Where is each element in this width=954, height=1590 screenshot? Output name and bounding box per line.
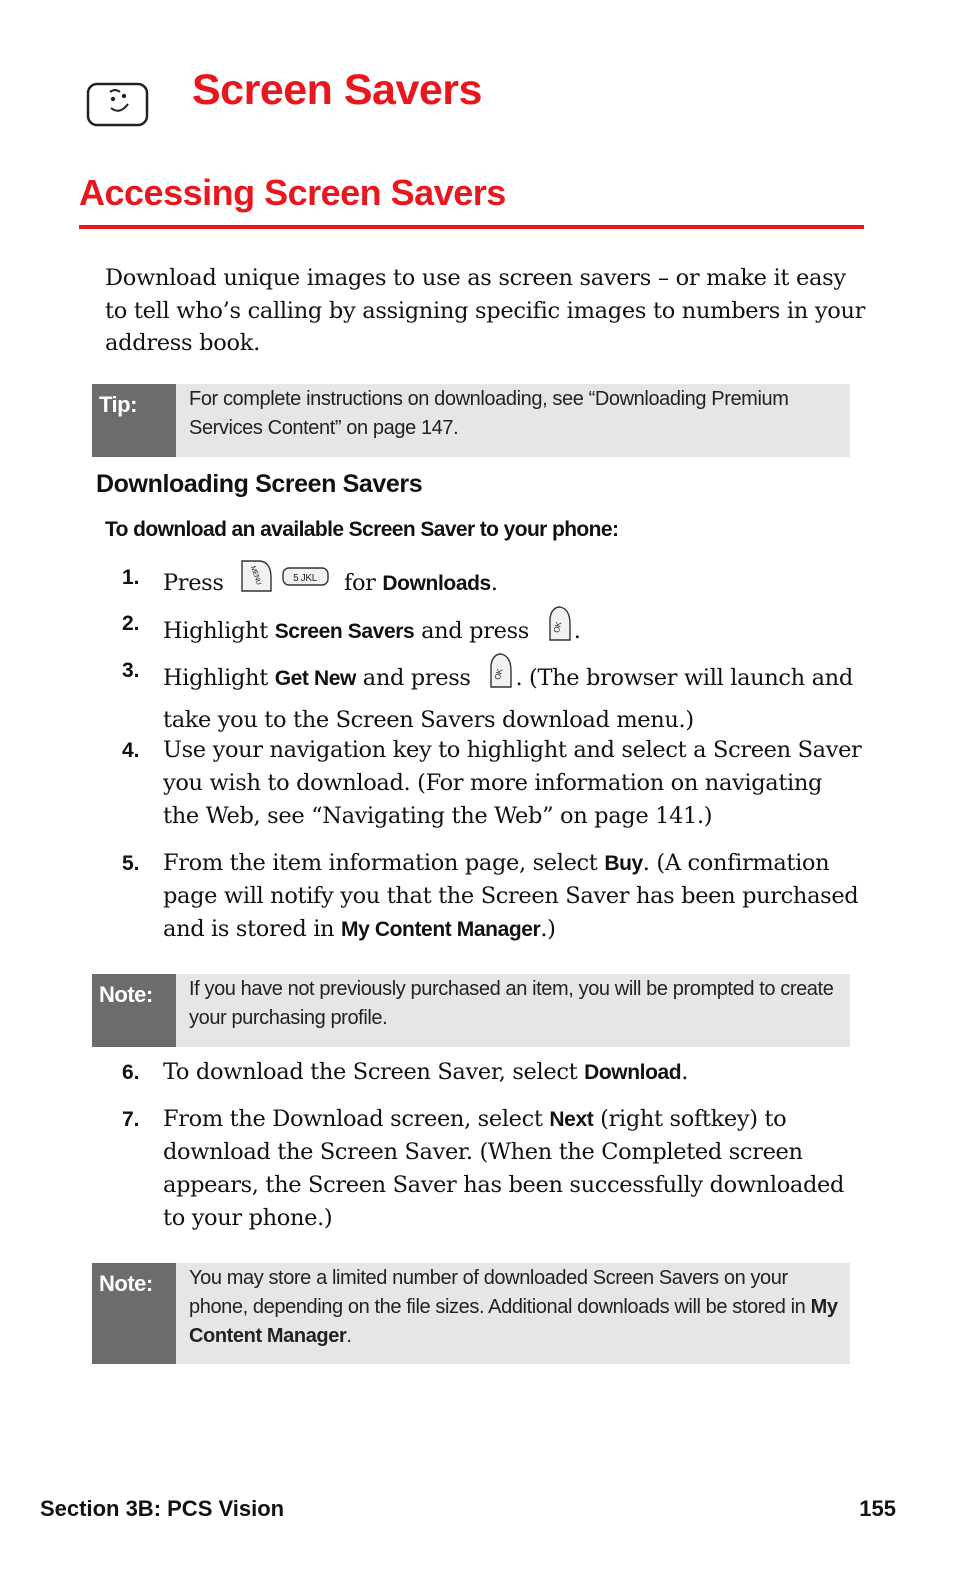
step-6 — [122, 1056, 862, 1089]
note-text: If you have not previously purchased an item, you will be prompted to create your purchasing profile. — [189, 978, 834, 1029]
note-label: Note: — [92, 974, 176, 1047]
step-3 — [122, 654, 862, 737]
intro-paragraph: Download unique images to use as screen savers – or make it easy to tell who’s calling by assigning specific images to numbers in your address book. — [105, 265, 866, 356]
footer-page-number: 155 — [859, 1496, 896, 1521]
step-text: Use your navigation key to highlight and select a Screen Saver you wish to download. (For more information on navigating the Web, see “Navigating the Web” on page 141.) — [163, 737, 862, 829]
step-keyword: Download — [584, 1061, 682, 1084]
five-key-label: 5 JKL — [293, 572, 318, 584]
note-callout — [92, 974, 850, 1047]
ok-key-label: OK — [551, 620, 564, 634]
menu-key-label: MENU — [249, 565, 263, 586]
section-title: Accessing Screen Savers — [79, 172, 506, 213]
step-text-part: . (The browser will launch and take you to the Screen Savers download menu.) — [163, 665, 853, 733]
step-keyword: Next — [549, 1108, 594, 1131]
step-2 — [122, 607, 862, 657]
step-keyword: Downloads — [382, 572, 491, 595]
step-text-part: . — [573, 618, 581, 644]
step-1 — [122, 561, 862, 607]
note-callout — [92, 1263, 850, 1364]
note-label: Note: — [92, 1263, 176, 1364]
step-text-part: . — [490, 570, 498, 596]
step-number: 4. — [122, 739, 140, 762]
step-keyword: Get New — [274, 667, 356, 690]
step-text-part: . — [681, 1059, 689, 1085]
step-text-part: From the Download screen, select — [163, 1106, 543, 1132]
tip-label: Tip: — [92, 384, 176, 457]
note-text-part: . — [346, 1325, 352, 1347]
step-5 — [122, 847, 862, 946]
step-7 — [122, 1103, 862, 1235]
step-text-part: (right softkey) to download the Screen Saver. (When the Completed screen appears, the Screen Saver has been successfully downloaded to your phone.) — [163, 1106, 845, 1231]
footer-section-label: Section 3B: PCS Vision — [40, 1496, 285, 1521]
step-text — [163, 607, 862, 657]
step-text-part: Highlight — [163, 665, 268, 691]
step-text-part: and press — [362, 665, 471, 691]
ok-key-icon — [483, 651, 515, 701]
note-text — [176, 1263, 850, 1364]
step-text-part: Highlight — [163, 618, 268, 644]
step-text-part: From the item information page, select — [163, 850, 598, 876]
step-text — [163, 654, 862, 737]
step-text-part: Press — [163, 570, 224, 596]
ok-key-label: OK — [493, 667, 505, 681]
step-number: 6. — [122, 1061, 140, 1084]
procedure-lead: To download an available Screen Saver to your phone: — [105, 518, 619, 541]
subsection-title: Downloading Screen Savers — [96, 470, 423, 498]
step-number: 2. — [122, 612, 140, 635]
step-keyword: Screen Savers — [274, 620, 415, 643]
step-number: 7. — [122, 1108, 140, 1131]
step-keyword: My Content Manager — [341, 918, 541, 941]
step-keyword: Buy — [604, 852, 643, 875]
step-number: 5. — [122, 852, 140, 875]
note-text-part: You may store a limited number of downloaded Screen Savers on your phone, depending on the file sizes. Additional downloads will be stored in — [189, 1267, 806, 1318]
step-text-part: To download the Screen Saver, select — [163, 1059, 578, 1085]
step-text — [163, 1103, 862, 1235]
section-divider — [79, 225, 864, 229]
step-number: 1. — [122, 566, 140, 589]
tip-text: For complete instructions on downloading, see “Downloading Premium Services Content” on page 147. — [189, 388, 789, 439]
screen-saver-face-icon — [86, 80, 150, 128]
menu-key-icon — [236, 558, 274, 604]
step-text-part: .) — [540, 916, 556, 942]
step-text — [163, 847, 862, 946]
tip-callout — [92, 384, 850, 457]
ok-key-icon — [542, 604, 574, 654]
page-title: Screen Savers — [192, 66, 482, 114]
five-key-icon — [281, 565, 331, 598]
step-text-part: for — [344, 570, 376, 596]
step-text-part: and press — [421, 618, 529, 644]
step-4 — [122, 734, 862, 833]
step-text-part: . (A confirmation page will notify you that the Screen Saver has been purchased and is stored in — [163, 850, 859, 942]
step-text — [163, 1056, 862, 1089]
step-text — [163, 561, 862, 607]
note-keyword: My Content Manager — [189, 1296, 838, 1347]
step-number: 3. — [122, 659, 140, 682]
